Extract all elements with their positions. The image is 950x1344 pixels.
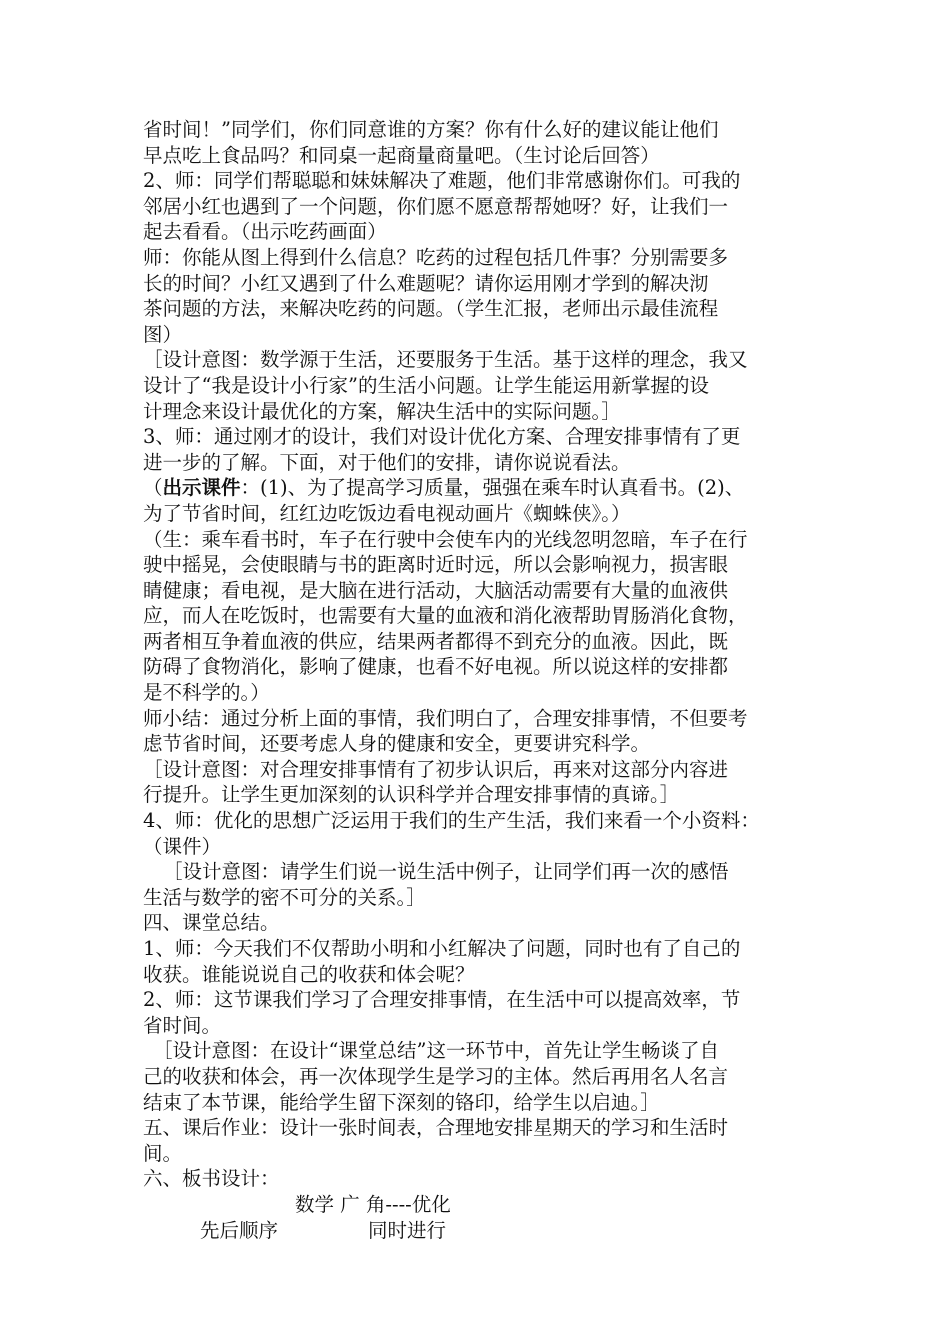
design-intent-line: ［设计意图：数学源于生活，还要服务于生活。基于这样的理念，我又 xyxy=(143,348,748,372)
text-line: 3、师：通过刚才的设计，我们对设计优化方案、合理安排事情有了更 xyxy=(143,425,741,449)
board-subtitles xyxy=(143,1218,823,1244)
text-line: 两者相互争着血液的供应，结果两者都得不到充分的血液。因此，既 xyxy=(143,629,729,653)
section-summary xyxy=(143,910,823,1038)
text-line: （课件） xyxy=(143,834,222,858)
text-line: 应，而人在吃饭时，也需要有大量的血液和消化液帮助胃肠消化食物， xyxy=(143,604,748,628)
text-line: 进一步的了解。下面，对于他们的安排，请你说说看法。 xyxy=(143,450,631,474)
design-intent-line: 计理念来设计最优化的方案，解决生活中的实际问题。］ xyxy=(143,399,621,423)
blackboard-design xyxy=(143,1192,823,1243)
text-line: 1、师：今天我们不仅帮助小明和小红解决了问题，同时也有了自己的 xyxy=(143,937,741,960)
document-page xyxy=(143,117,823,1243)
text-line: 2、师：这节课我们学习了合理安排事情，在生活中可以提高效率，节 xyxy=(143,988,741,1012)
text-line: 收获。谁能说说自己的收获和体会呢？ xyxy=(143,962,475,986)
board-left-label: 先后顺序 xyxy=(200,1218,279,1242)
design-intent-line: 结束了本节课，能给学生留下深刻的铬印，给学生以启迪。］ xyxy=(143,1090,660,1114)
text-line: 是不科学的。） xyxy=(143,681,270,705)
text-line: 邻居小红也遇到了一个问题，你们愿不愿意帮帮她呀？好，让我们一 xyxy=(143,194,729,218)
text-line: 驶中摇晃，会使眼睛与书的距离时近时远，所以会影响视力，损害眼 xyxy=(143,553,729,577)
text-line: 睛健康；看电视，是大脑在进行活动，大脑活动需要有大量的血液供 xyxy=(143,578,729,602)
text-line: 虑节省时间，还要考虑人身的健康和安全，更要讲究科学。 xyxy=(143,732,651,756)
section-design-intent-4 xyxy=(143,1038,823,1115)
text-line: 2、师：同学们帮聪聪和妹妹解决了难题，他们非常感谢你们。可我的 xyxy=(143,169,741,193)
text-line: 长的时间？小红又遇到了什么难题呢？请你运用刚才学到的解决沏 xyxy=(143,271,709,295)
design-intent-line: 行提升。让学生更加深刻的认识科学并合理安排事情的真谛。］ xyxy=(143,783,680,807)
text-line: 茶问题的方法，来解决吃药的问题。（学生汇报，老师出示最佳流程 xyxy=(143,297,719,321)
section-design-intent-3 xyxy=(143,859,823,910)
section-lesson-part-a xyxy=(143,117,823,475)
courseware-line xyxy=(143,475,823,501)
text-line: （生：乘车看书时，车子在行驶中会使车内的光线忽明忽暗，车子在行 xyxy=(143,527,748,551)
section-heading: 六、板书设计： xyxy=(143,1167,280,1191)
section-heading: 五、课后作业：设计一张时间表，合理地安排星期天的学习和生活时 xyxy=(143,1116,729,1140)
design-intent-line: 生活与数学的密不可分的关系。］ xyxy=(143,885,426,909)
courseware-open-paren: （ xyxy=(143,476,163,500)
text-line: 早点吃上食品吗？和同桌一起商量商量吧。（生讨论后回答） xyxy=(143,143,660,167)
section-heading: 四、课堂总结。 xyxy=(143,911,280,935)
text-line: 省时间！”同学们，你们同意谁的方案？你有什么好的建议能让他们 xyxy=(143,118,719,141)
text-line: 间。 xyxy=(143,1141,183,1165)
text-line: 师小结：通过分析上面的事情，我们明白了，合理安排事情，不但要考 xyxy=(143,706,748,730)
section-homework-board xyxy=(143,1115,823,1192)
board-title: 数学 广 角----优化 xyxy=(295,1192,451,1216)
board-right-label: 同时进行 xyxy=(368,1218,447,1242)
courseware-label: 出示课件 xyxy=(162,476,241,500)
design-intent-line: 设计了“我是设计小行家”的生活小问题。让学生能运用新掌握的设 xyxy=(143,373,709,397)
design-intent-line: ［设计意图：对合理安排事情有了初步认识后，再来对这部分内容进 xyxy=(143,757,729,781)
courseware-text: ：(1)、为了提高学习质量，强强在乘车时认真看书。(2)、 xyxy=(240,476,745,500)
design-intent-line: 己的收获和体会，再一次体现学生是学习的主体。然后再用名人名言 xyxy=(143,1064,729,1088)
text-line: 师：你能从图上得到什么信息？吃药的过程包括几件事？分别需要多 xyxy=(143,245,729,269)
text-line: 防碍了食物消化，影响了健康，也看不好电视。所以说这样的安排都 xyxy=(143,655,729,679)
text-line: 起去看看。（出示吃药画面） xyxy=(143,220,387,244)
text-line: 图） xyxy=(143,322,183,346)
section-lesson-part-b xyxy=(143,501,823,859)
text-line: 为了节省时间，红红边吃饭边看电视动画片《蜘蛛侠》。） xyxy=(143,501,631,525)
design-intent-line: ［设计意图：在设计“课堂总结”这一环节中，首先让学生畅谈了自 xyxy=(153,1039,719,1063)
text-line: 省时间。 xyxy=(143,1013,222,1037)
design-intent-line: ［设计意图：请学生们说一说生活中例子，让同学们再一次的感悟 xyxy=(163,860,729,884)
text-line: 4、师：优化的思想广泛运用于我们的生产生活，我们来看一个小资料： xyxy=(143,809,760,833)
